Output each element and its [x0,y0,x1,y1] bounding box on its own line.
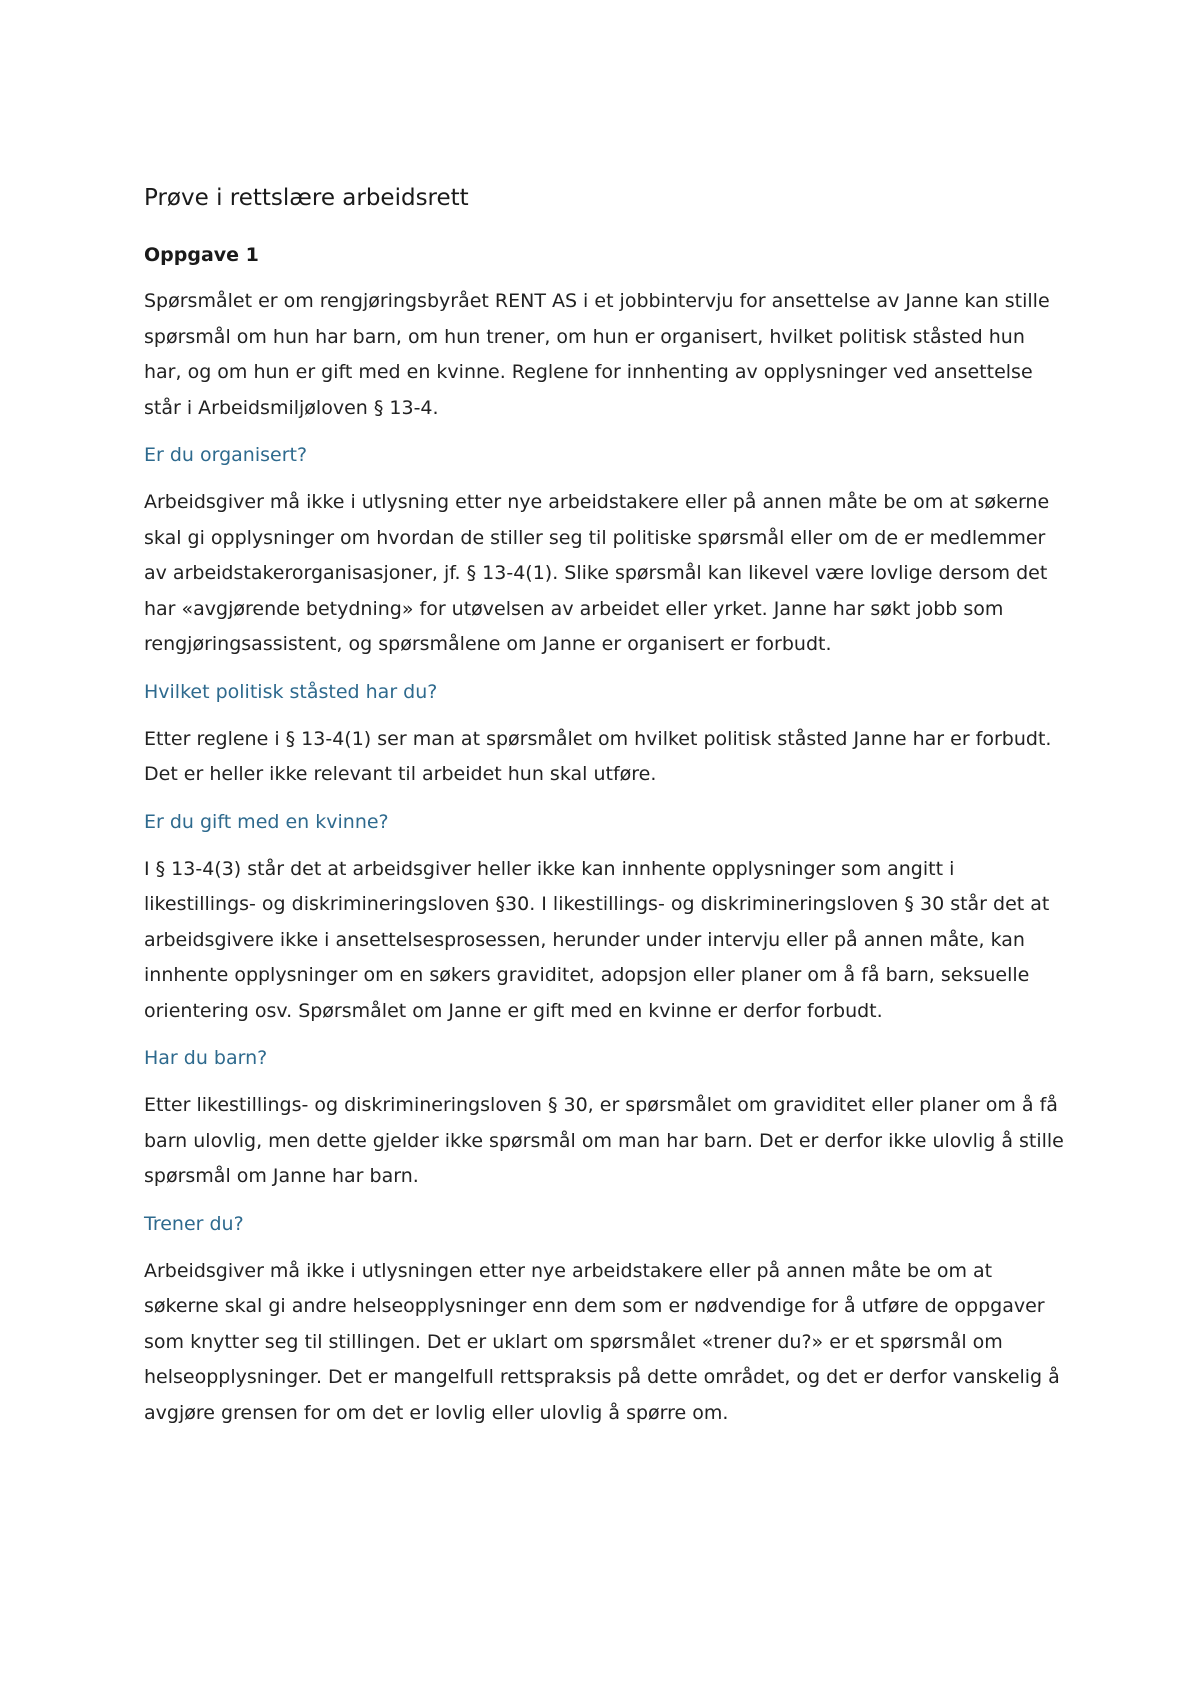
answer-paragraph-organized: Arbeidsgiver må ikke i utlysning etter nye arbeidstakere eller på annen måte be om at søkerne skal gi opplysninger om hvordan de stiller seg til politiske spørsmål eller om de er medlemmer av arbeidstakerorganisasjoner, jf. § 13-4(1). Slike spørsmål kan likevel være lovlige dersom det har «avgjørende betydning» for utøvelsen av arbeidet eller yrket. Janne har søkt jobb som rengjøringsassistent, og spørsmålene om Janne er organisert er forbudt. [144,491,1050,655]
question-heading-married: Er du gift med en kvinne? [144,810,389,833]
document-page [144,181,1064,1445]
answer-paragraph-children: Etter likestillings- og diskrimineringsloven § 30, er spørsmålet om graviditet eller planer om å få barn ulovlig, men dette gjelder ikke spørsmål om man har barn. Det er derfor ikke ulovlig å stille spørsmål om Janne har barn. [144,1094,1064,1187]
intro-paragraph: Spørsmålet er om rengjøringsbyrået RENT AS i et jobbintervju for ansettelse av Janne kan stille spørsmål om hun har barn, om hun trener, om hun er organisert, hvilket politisk ståsted hun har, og om hun er gift med en kvinne. Reglene for innhenting av opplysninger ved ansettelse står i Arbeidsmiljøloven § 13-4. [144,290,1050,419]
question-heading-political: Hvilket politisk ståsted har du? [144,680,438,703]
section-title: Oppgave 1 [144,244,259,266]
answer-paragraph-political: Etter reglene i § 13-4(1) ser man at spørsmålet om hvilket politisk ståsted Janne har er forbudt. Det er heller ikke relevant til arbeidet hun skal utføre. [144,727,1052,785]
answer-paragraph-married: I § 13-4(3) står det at arbeidsgiver heller ikke kan innhente opplysninger som angitt i likestillings- og diskrimineringsloven §30. I likestillings- og diskrimineringsloven § 30 står det at arbeidsgivere ikke i ansettelsesprosessen, herunder under intervju eller på annen måte, kan innhente opplysninger om en søkers graviditet, adopsjon eller planer om å få barn, seksuelle orientering osv. Spørsmålet om Janne er gift med en kvinne er derfor forbudt. [144,857,1050,1022]
answer-paragraph-training: Arbeidsgiver må ikke i utlysningen etter nye arbeidstakere eller på annen måte be om at søkerne skal gi andre helseopplysninger enn dem som er nødvendige for å utføre de oppgaver som knytter seg til stillingen. Det er uklart om spørsmålet «trener du?» er et spørsmål om helseopplysninger. Det er mangelfull rettspraksis på dette området, og det er derfor vanskelig å avgjøre grensen for om det er lovlig eller ulovlig å spørre om. [144,1259,1060,1424]
document-title: Prøve i rettslære arbeidsrett [144,185,469,211]
question-heading-training: Trener du? [144,1212,244,1235]
question-heading-children: Har du barn? [144,1047,268,1069]
question-heading-organized: Er du organisert? [144,444,308,466]
